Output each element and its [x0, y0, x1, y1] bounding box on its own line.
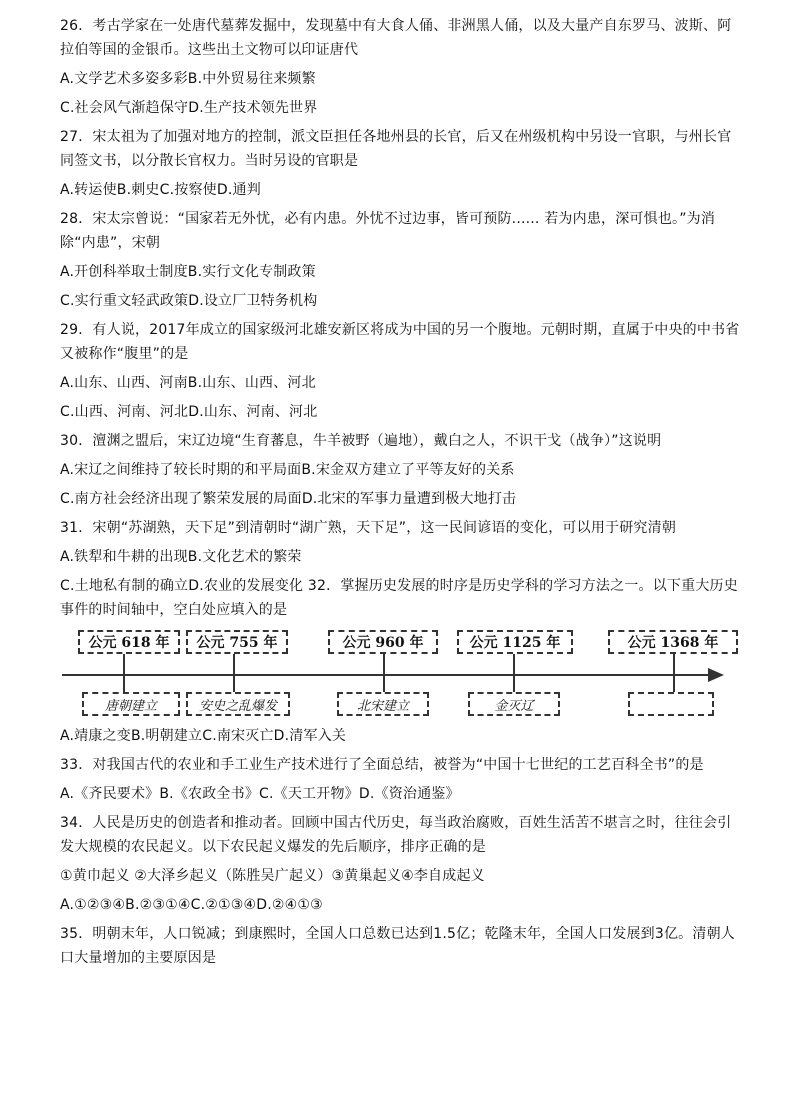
question-options: C.实行重文轻武政策D.设立厂卫特务机构	[60, 293, 318, 309]
question-34	[60, 811, 740, 917]
question-stem: 26．考古学家在一处唐代墓葬发掘中，发现墓中有大食人俑、非洲黑人俑，以及大量产自东罗马、波斯、阿拉伯等国的金银币。这些出土文物可以印证唐代	[60, 18, 732, 58]
timeline-year: 公元 1368 年	[608, 630, 738, 654]
question-options: A.靖康之变B.明朝建立C.南宋灭亡D.清军入关	[60, 728, 347, 744]
timeline-year: 公元 960 年	[328, 630, 438, 654]
question-options: C.土地私有制的确立D.农业的发展变化 32．掌握历史发展的时序是历史学科的学习方法之一。以下重大历史事件的时间轴中，空白处应填入的是	[60, 578, 738, 618]
question-31	[60, 516, 740, 622]
exam-page	[60, 14, 740, 975]
timeline-blank-box	[628, 692, 714, 716]
question-options: A.铁犁和牛耕的出现B.文化艺术的繁荣	[60, 549, 302, 565]
question-items: ①黄巾起义 ②大泽乡起义（陈胜吴广起义）③黄巢起义④李自成起义	[60, 868, 485, 884]
question-stem: 33．对我国古代的农业和手工业生产技术进行了全面总结，被誉为“中国十七世纪的工艺百科全书”的是	[60, 757, 704, 773]
question-27	[60, 125, 740, 202]
question-options: A.转运使B.刺史C.按察使D.通判	[60, 182, 261, 198]
question-options: C.南方社会经济出现了繁荣发展的局面D.北宋的军事力量遭到极大地打击	[60, 491, 517, 507]
timeline-event: 安史之乱爆发	[186, 692, 290, 716]
question-options: A.开创科举取士制度B.实行文化专制政策	[60, 264, 316, 280]
question-stem: 30．澶渊之盟后，宋辽边境“生育蕃息，牛羊被野（遍地），戴白之人，不识干戈（战争）”这说明	[60, 433, 662, 449]
question-stem: 29．有人说，2017年成立的国家级河北雄安新区将成为中国的另一个腹地。元朝时期，直属于中央的中书省又被称作“腹里”的是	[60, 322, 740, 362]
question-32	[60, 724, 740, 748]
question-33	[60, 753, 740, 806]
timeline-event: 金灭辽	[468, 692, 560, 716]
question-30	[60, 429, 740, 511]
timeline-arrow-icon	[708, 668, 724, 682]
question-options: C.山西、河南、河北D.山东、河南、河北	[60, 404, 318, 420]
history-timeline	[60, 630, 740, 718]
question-35	[60, 922, 740, 970]
question-options: A.文学艺术多姿多彩B.中外贸易往来频繁	[60, 71, 316, 87]
timeline-year: 公元 1125 年	[457, 630, 573, 654]
question-stem: 31．宋朝“苏湖熟，天下足”到清朝时“湖广熟，天下足”，这一民间谚语的变化，可以用于研究清朝	[60, 520, 677, 536]
question-options: C.社会风气渐趋保守D.生产技术领先世界	[60, 100, 318, 116]
question-29	[60, 318, 740, 424]
timeline-event: 北宋建立	[337, 692, 429, 716]
question-options: A.①②③④B.②③①④C.②①③④D.②④①③	[60, 897, 323, 913]
question-options: A.宋辽之间维持了较长时期的和平局面B.宋金双方建立了平等友好的关系	[60, 462, 515, 478]
timeline-axis	[62, 674, 712, 676]
timeline-event: 唐朝建立	[82, 692, 180, 716]
question-options: A.山东、山西、河南B.山东、山西、河北	[60, 375, 316, 391]
timeline-year: 公元 755 年	[186, 630, 288, 654]
question-stem: 28．宋太宗曾说：“国家若无外忧，必有内患。外忧不过边事，皆可预防...... 若为内患，深可惧也。”为消除“内患”，宋朝	[60, 211, 716, 251]
timeline-year: 公元 618 年	[78, 630, 180, 654]
question-stem: 35．明朝末年，人口锐减；到康熙时，全国人口总数已达到1.5亿；乾隆末年，全国人口发展到3亿。清朝人口大量增加的主要原因是	[60, 926, 735, 966]
question-28	[60, 207, 740, 313]
question-26	[60, 14, 740, 120]
question-stem: 27．宋太祖为了加强对地方的控制，派文臣担任各地州县的长官，后又在州级机构中另设一官职，与州长官同签文书，以分散长官权力。当时另设的官职是	[60, 129, 732, 169]
question-stem: 34．人民是历史的创造者和推动者。回顾中国古代历史，每当政治腐败，百姓生活苦不堪言之时，往往会引发大规模的农民起义。以下农民起义爆发的先后顺序，排序正确的是	[60, 815, 732, 855]
question-options: A.《齐民要术》B.《农政全书》C.《天工开物》D.《资治通鉴》	[60, 786, 460, 802]
